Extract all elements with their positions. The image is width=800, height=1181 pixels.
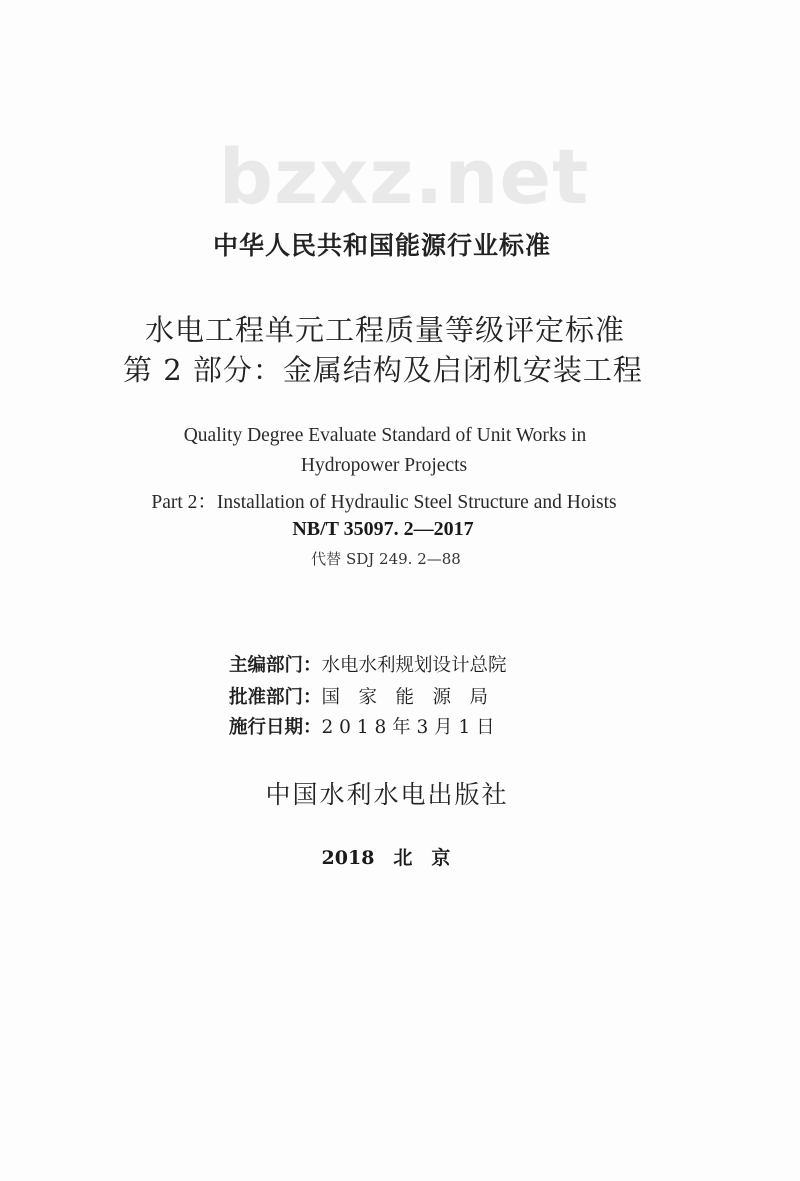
replaces-note: 代替 SDJ 249. 2—88 <box>311 550 461 568</box>
approver-row <box>229 683 488 709</box>
effective-date-value: 2 0 1 8 年 3 月 1 日 <box>321 717 495 738</box>
title-en-line-1: Quality Degree Evaluate Standard of Unit Works in <box>183 425 587 446</box>
editor-value: 水电水利规划设计总院 <box>321 655 507 676</box>
approver-value: 国 家 能 源 局 <box>321 687 489 708</box>
editor-label: 主编部门： <box>229 655 322 676</box>
editor-row <box>229 651 507 677</box>
industry-standard-heading: 中华人民共和国能源行业标准 <box>212 231 551 260</box>
standard-code: NB/T 35097. 2—2017 <box>292 518 474 540</box>
title-cn-line-1: 水电工程单元工程质量等级评定标准 <box>144 313 625 347</box>
watermark: bzxz.net <box>218 132 590 221</box>
effective-date-label: 施行日期： <box>229 717 322 738</box>
effective-date-row <box>229 713 495 739</box>
place-year: 2018 北 京 <box>321 847 451 869</box>
publisher: 中国水利水电出版社 <box>265 780 509 809</box>
title-en-line-2: Hydropower Projects <box>300 455 468 476</box>
title-en-line-3: Part 2：Installation of Hydraulic Steel Structure and Hoists <box>151 492 617 513</box>
approver-label: 批准部门： <box>229 687 322 708</box>
title-cn-line-2: 第 2 部分：金属结构及启闭机安装工程 <box>123 353 643 387</box>
